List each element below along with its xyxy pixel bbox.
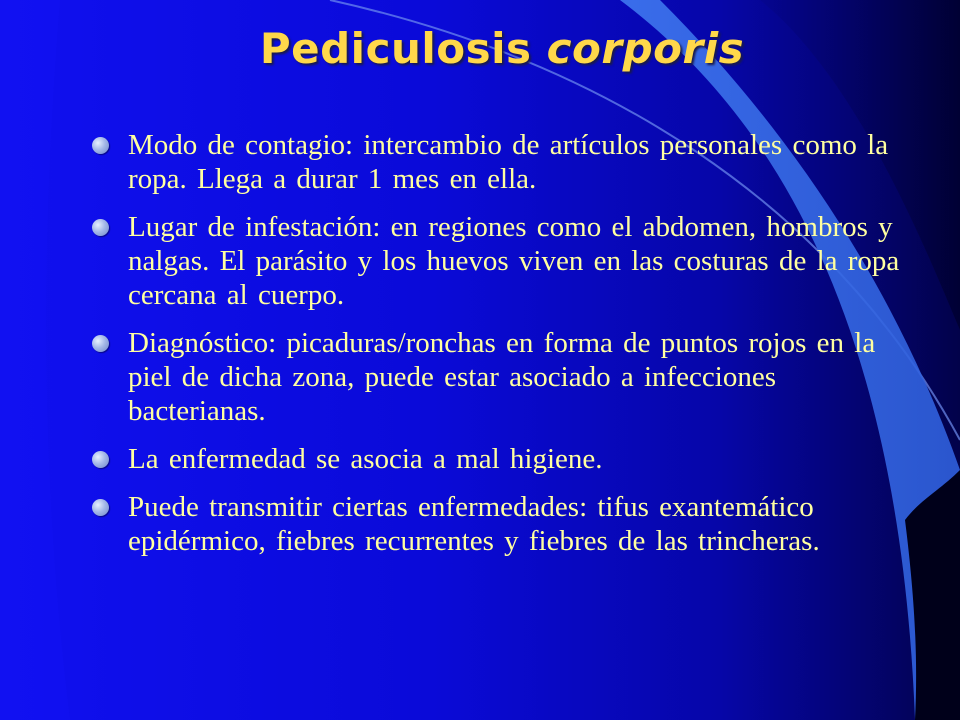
bullet-item-infestacion — [90, 210, 910, 312]
title-normal: Pediculosis — [259, 24, 547, 73]
bullet-dot-icon — [92, 499, 109, 516]
title-italic: corporis — [546, 24, 745, 73]
bullet-text: Puede transmitir ciertas enfermedades: tifus exantemático epidérmico, fiebres recurrentes y fiebres de las trincheras. — [128, 491, 820, 557]
bullet-text: Lugar de infestación: en regiones como el abdomen, hombros y nalgas. El parásito y los huevos viven en las costuras de la ropa cercana al cuerpo. — [128, 211, 900, 311]
bullet-dot-icon — [92, 219, 109, 236]
bullet-dot-icon — [92, 335, 109, 352]
bullet-item-enfermedades — [90, 490, 910, 558]
bullet-text: Modo de contagio: intercambio de artículos personales como la ropa. Llega a durar 1 mes en ella. — [128, 129, 889, 195]
bullet-item-contagio — [90, 128, 910, 196]
bullet-item-higiene — [90, 442, 910, 476]
bullet-item-diagnostico — [90, 326, 910, 428]
bullet-dot-icon — [92, 451, 109, 468]
slide-title — [0, 24, 960, 73]
left-shade — [0, 0, 70, 720]
bullet-text: La enfermedad se asocia a mal higiene. — [128, 443, 603, 475]
bullet-list — [90, 128, 910, 572]
bullet-text: Diagnóstico: picaduras/ronchas en forma de puntos rojos en la piel de dicha zona, puede estar asociado a infecciones bacterianas. — [128, 327, 876, 427]
bullet-dot-icon — [92, 137, 109, 154]
